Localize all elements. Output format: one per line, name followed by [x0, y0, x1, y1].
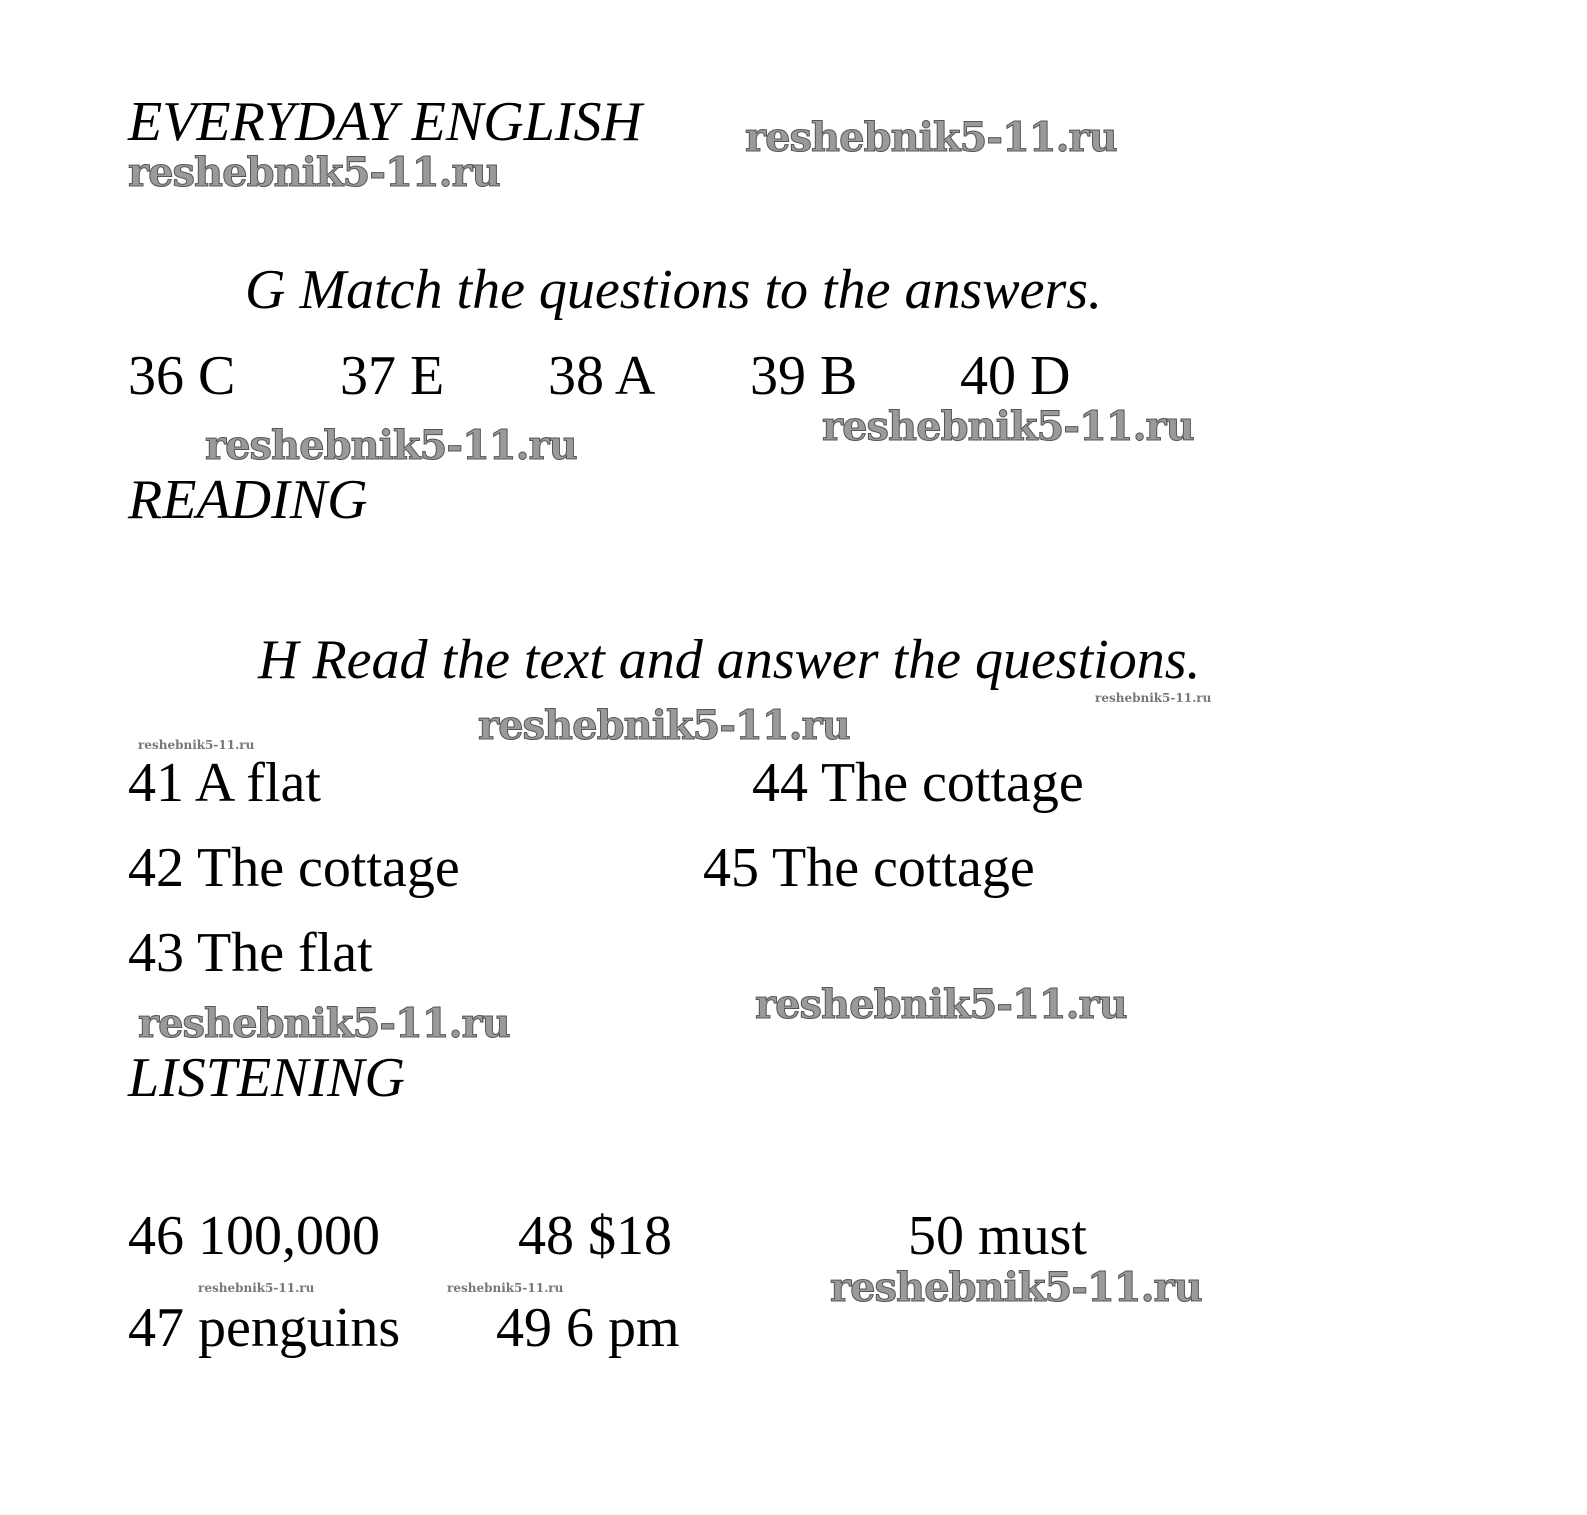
answer-37: 37 E — [340, 345, 445, 407]
answer-49: 49 6 pm — [496, 1297, 680, 1359]
answer-50: 50 must — [908, 1205, 1087, 1267]
answer-44: 44 The cottage — [752, 752, 1084, 814]
watermark: reshebnik5-11.ru — [198, 1281, 315, 1295]
answer-46: 46 100,000 — [128, 1205, 380, 1267]
watermark: reshebnik5-11.ru — [745, 114, 1117, 161]
answer-39: 39 B — [750, 345, 858, 407]
answer-38: 38 A — [548, 345, 656, 407]
task-g-instruction: G Match the questions to the answers. — [245, 259, 1103, 321]
section-heading-listening: LISTENING — [128, 1047, 405, 1109]
watermark: reshebnik5-11.ru — [447, 1281, 564, 1295]
watermark: reshebnik5-11.ru — [830, 1264, 1202, 1311]
answer-47: 47 penguins — [128, 1297, 401, 1359]
answer-41: 41 A flat — [128, 752, 321, 814]
section-heading-everyday-english: EVERYDAY ENGLISH — [128, 91, 642, 153]
task-h-instruction: H Read the text and answer the questions. — [258, 629, 1201, 691]
section-heading-reading: READING — [128, 469, 368, 531]
answer-45: 45 The cottage — [703, 837, 1035, 899]
watermark: reshebnik5-11.ru — [205, 422, 577, 469]
watermark: reshebnik5-11.ru — [138, 1000, 510, 1047]
watermark: reshebnik5-11.ru — [138, 738, 255, 752]
answer-48: 48 $18 — [518, 1205, 672, 1267]
watermark: reshebnik5-11.ru — [128, 149, 500, 196]
answer-42: 42 The cottage — [128, 837, 460, 899]
watermark: reshebnik5-11.ru — [478, 702, 850, 749]
watermark: reshebnik5-11.ru — [755, 981, 1127, 1028]
watermark: reshebnik5-11.ru — [1095, 691, 1212, 705]
answer-43: 43 The flat — [128, 922, 373, 984]
answer-40: 40 D — [960, 345, 1071, 407]
watermark: reshebnik5-11.ru — [822, 403, 1194, 450]
answer-36: 36 C — [128, 345, 236, 407]
